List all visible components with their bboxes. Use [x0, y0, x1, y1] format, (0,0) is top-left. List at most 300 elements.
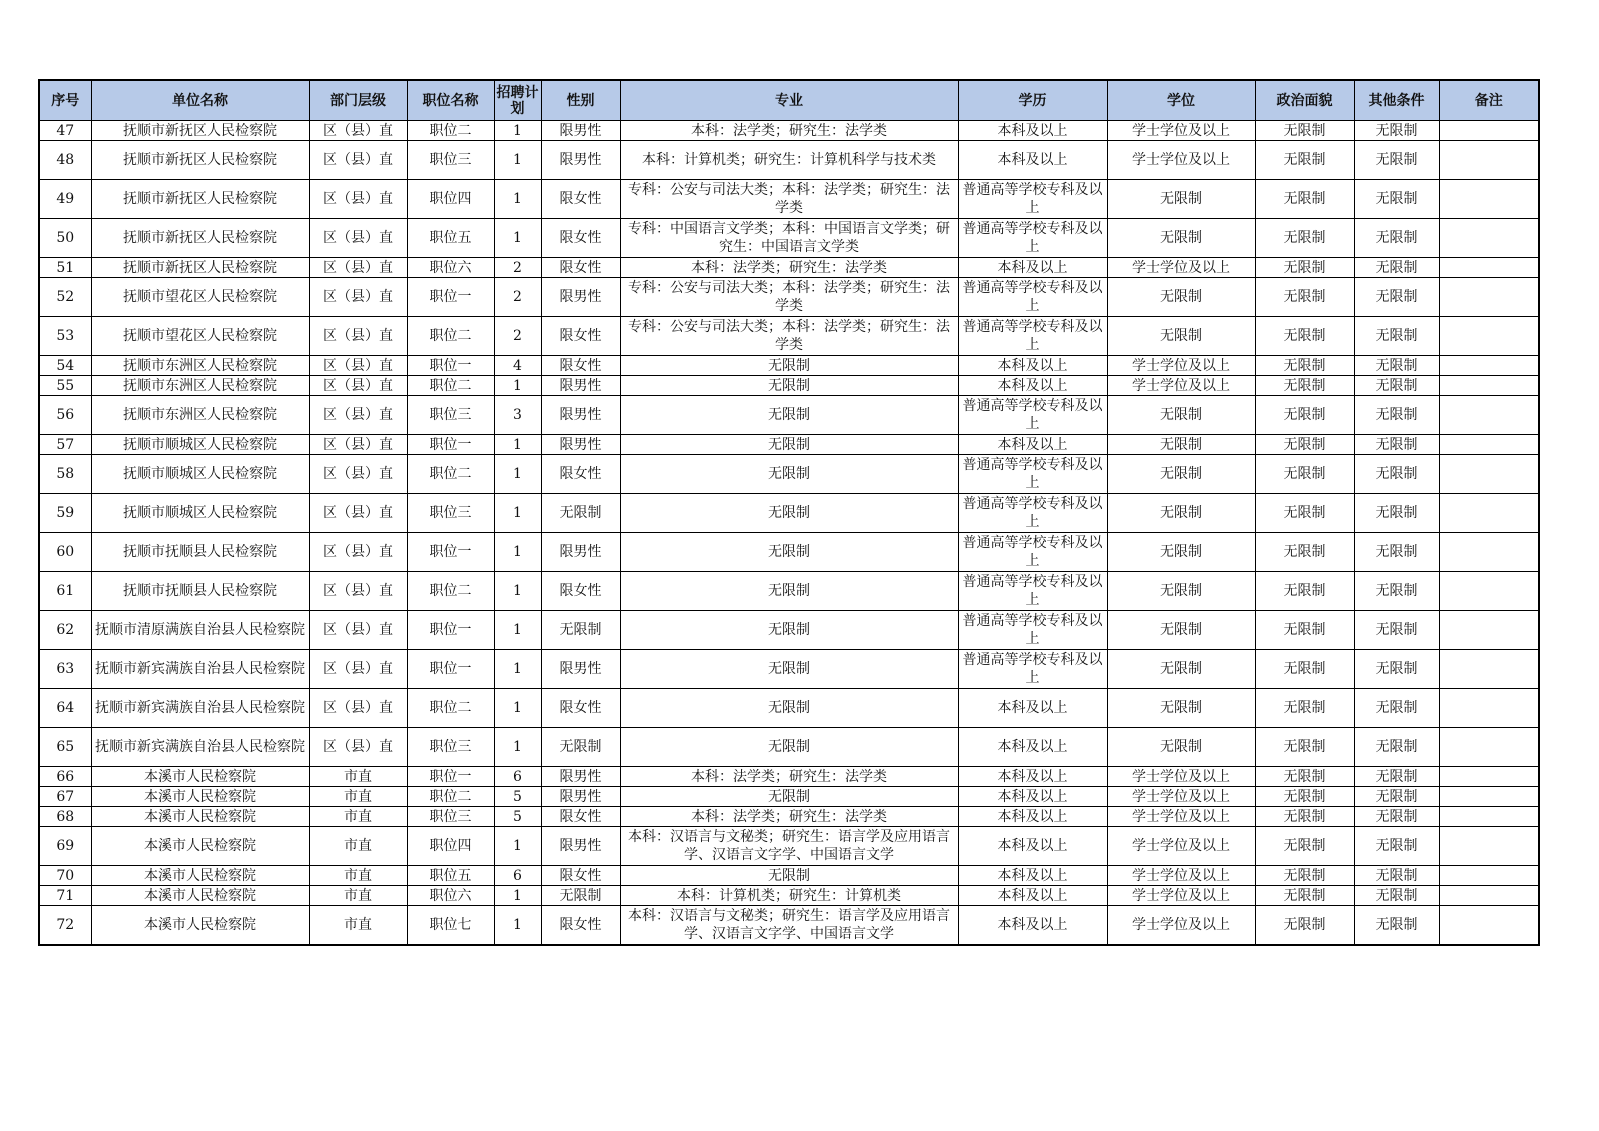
cell-seq: 70	[39, 866, 91, 886]
cell-unit: 抚顺市新抚区人民检察院	[91, 258, 309, 278]
cell-major: 专科：中国语言文学类；本科：中国语言文学类；研究生：中国语言文学类	[620, 219, 958, 258]
cell-unit: 本溪市人民检察院	[91, 807, 309, 827]
cell-gender: 限女性	[541, 572, 620, 611]
cell-education: 本科及以上	[958, 866, 1107, 886]
cell-seq: 62	[39, 611, 91, 650]
table-row	[39, 121, 1539, 141]
cell-seq: 47	[39, 121, 91, 141]
cell-degree: 学士学位及以上	[1107, 787, 1255, 807]
header-level: 部门层级	[309, 80, 407, 121]
cell-note	[1439, 278, 1539, 317]
cell-note	[1439, 611, 1539, 650]
cell-level: 市直	[309, 767, 407, 787]
cell-unit: 抚顺市东洲区人民检察院	[91, 376, 309, 396]
cell-position: 职位二	[407, 455, 494, 494]
cell-note	[1439, 767, 1539, 787]
cell-major: 无限制	[620, 494, 958, 533]
cell-politics: 无限制	[1255, 886, 1354, 906]
cell-level: 市直	[309, 906, 407, 946]
cell-level: 市直	[309, 807, 407, 827]
cell-plan: 2	[494, 317, 541, 356]
header-position: 职位名称	[407, 80, 494, 121]
cell-politics: 无限制	[1255, 906, 1354, 946]
cell-education: 本科及以上	[958, 689, 1107, 728]
cell-seq: 58	[39, 455, 91, 494]
cell-position: 职位一	[407, 650, 494, 689]
cell-unit: 本溪市人民检察院	[91, 787, 309, 807]
cell-unit: 抚顺市新抚区人民检察院	[91, 219, 309, 258]
cell-plan: 1	[494, 572, 541, 611]
cell-unit: 抚顺市新抚区人民检察院	[91, 141, 309, 180]
table-row	[39, 906, 1539, 946]
cell-unit: 抚顺市抚顺县人民检察院	[91, 572, 309, 611]
cell-position: 职位二	[407, 121, 494, 141]
cell-degree: 无限制	[1107, 689, 1255, 728]
cell-education: 本科及以上	[958, 827, 1107, 866]
cell-position: 职位六	[407, 258, 494, 278]
cell-politics: 无限制	[1255, 121, 1354, 141]
cell-level: 区（县）直	[309, 650, 407, 689]
cell-gender: 限女性	[541, 807, 620, 827]
cell-politics: 无限制	[1255, 650, 1354, 689]
cell-major: 无限制	[620, 376, 958, 396]
cell-level: 区（县）直	[309, 258, 407, 278]
cell-politics: 无限制	[1255, 767, 1354, 787]
cell-seq: 56	[39, 396, 91, 435]
cell-education: 本科及以上	[958, 787, 1107, 807]
cell-other: 无限制	[1354, 827, 1439, 866]
cell-politics: 无限制	[1255, 494, 1354, 533]
cell-plan: 2	[494, 258, 541, 278]
table-row	[39, 866, 1539, 886]
cell-seq: 54	[39, 356, 91, 376]
cell-seq: 48	[39, 141, 91, 180]
cell-level: 区（县）直	[309, 180, 407, 219]
cell-level: 市直	[309, 787, 407, 807]
cell-level: 区（县）直	[309, 121, 407, 141]
cell-level: 区（县）直	[309, 376, 407, 396]
cell-plan: 1	[494, 689, 541, 728]
cell-other: 无限制	[1354, 258, 1439, 278]
cell-major: 专科：公安与司法大类；本科：法学类；研究生：法学类	[620, 278, 958, 317]
cell-other: 无限制	[1354, 650, 1439, 689]
cell-degree: 无限制	[1107, 650, 1255, 689]
cell-seq: 55	[39, 376, 91, 396]
cell-gender: 限女性	[541, 219, 620, 258]
cell-position: 职位二	[407, 317, 494, 356]
cell-note	[1439, 807, 1539, 827]
cell-seq: 63	[39, 650, 91, 689]
cell-education: 普通高等学校专科及以上	[958, 317, 1107, 356]
cell-unit: 抚顺市新宾满族自治县人民检察院	[91, 650, 309, 689]
cell-plan: 5	[494, 807, 541, 827]
cell-degree: 无限制	[1107, 728, 1255, 767]
cell-politics: 无限制	[1255, 689, 1354, 728]
cell-unit: 抚顺市望花区人民检察院	[91, 317, 309, 356]
cell-unit: 抚顺市新抚区人民检察院	[91, 121, 309, 141]
cell-unit: 本溪市人民检察院	[91, 827, 309, 866]
cell-education: 本科及以上	[958, 728, 1107, 767]
cell-gender: 限女性	[541, 906, 620, 946]
cell-politics: 无限制	[1255, 278, 1354, 317]
cell-other: 无限制	[1354, 180, 1439, 219]
cell-position: 职位五	[407, 866, 494, 886]
cell-degree: 学士学位及以上	[1107, 141, 1255, 180]
cell-gender: 限女性	[541, 356, 620, 376]
cell-unit: 抚顺市抚顺县人民检察院	[91, 533, 309, 572]
header-seq: 序号	[39, 80, 91, 121]
cell-education: 普通高等学校专科及以上	[958, 611, 1107, 650]
cell-education: 普通高等学校专科及以上	[958, 533, 1107, 572]
cell-gender: 限男性	[541, 650, 620, 689]
cell-gender: 限男性	[541, 767, 620, 787]
table-row	[39, 317, 1539, 356]
cell-note	[1439, 886, 1539, 906]
cell-plan: 1	[494, 906, 541, 946]
cell-plan: 5	[494, 787, 541, 807]
cell-note	[1439, 258, 1539, 278]
cell-degree: 无限制	[1107, 533, 1255, 572]
cell-education: 本科及以上	[958, 258, 1107, 278]
cell-politics: 无限制	[1255, 317, 1354, 356]
cell-note	[1439, 180, 1539, 219]
cell-politics: 无限制	[1255, 866, 1354, 886]
cell-major: 本科：汉语言与文秘类；研究生：语言学及应用语言学、汉语言文字学、中国语言文学	[620, 906, 958, 946]
table-row	[39, 886, 1539, 906]
cell-position: 职位一	[407, 533, 494, 572]
cell-major: 无限制	[620, 787, 958, 807]
cell-major: 无限制	[620, 435, 958, 455]
header-politics: 政治面貌	[1255, 80, 1354, 121]
cell-degree: 无限制	[1107, 219, 1255, 258]
cell-degree: 学士学位及以上	[1107, 258, 1255, 278]
cell-gender: 限男性	[541, 827, 620, 866]
cell-unit: 本溪市人民检察院	[91, 886, 309, 906]
cell-other: 无限制	[1354, 906, 1439, 946]
cell-other: 无限制	[1354, 886, 1439, 906]
cell-note	[1439, 533, 1539, 572]
cell-education: 本科及以上	[958, 886, 1107, 906]
cell-major: 无限制	[620, 396, 958, 435]
table-row	[39, 728, 1539, 767]
cell-seq: 69	[39, 827, 91, 866]
header-gender: 性别	[541, 80, 620, 121]
cell-politics: 无限制	[1255, 219, 1354, 258]
cell-other: 无限制	[1354, 807, 1439, 827]
cell-politics: 无限制	[1255, 376, 1354, 396]
recruitment-table	[38, 79, 1540, 946]
cell-position: 职位四	[407, 827, 494, 866]
cell-plan: 3	[494, 396, 541, 435]
cell-major: 本科：计算机类；研究生：计算机科学与技术类	[620, 141, 958, 180]
cell-unit: 抚顺市顺城区人民检察院	[91, 435, 309, 455]
cell-education: 普通高等学校专科及以上	[958, 396, 1107, 435]
cell-gender: 限女性	[541, 258, 620, 278]
cell-gender: 限男性	[541, 435, 620, 455]
cell-plan: 1	[494, 886, 541, 906]
cell-other: 无限制	[1354, 767, 1439, 787]
cell-gender: 限男性	[541, 376, 620, 396]
cell-plan: 1	[494, 533, 541, 572]
cell-degree: 学士学位及以上	[1107, 886, 1255, 906]
cell-other: 无限制	[1354, 455, 1439, 494]
cell-plan: 1	[494, 141, 541, 180]
cell-level: 区（县）直	[309, 317, 407, 356]
cell-degree: 无限制	[1107, 317, 1255, 356]
cell-note	[1439, 866, 1539, 886]
table-row	[39, 494, 1539, 533]
cell-education: 本科及以上	[958, 807, 1107, 827]
cell-major: 无限制	[620, 533, 958, 572]
cell-seq: 60	[39, 533, 91, 572]
cell-level: 区（县）直	[309, 219, 407, 258]
cell-gender: 无限制	[541, 728, 620, 767]
cell-note	[1439, 906, 1539, 946]
cell-degree: 学士学位及以上	[1107, 827, 1255, 866]
cell-position: 职位三	[407, 728, 494, 767]
cell-seq: 50	[39, 219, 91, 258]
cell-other: 无限制	[1354, 533, 1439, 572]
cell-level: 区（县）直	[309, 494, 407, 533]
cell-education: 普通高等学校专科及以上	[958, 219, 1107, 258]
cell-plan: 1	[494, 376, 541, 396]
cell-plan: 1	[494, 650, 541, 689]
cell-major: 专科：公安与司法大类；本科：法学类；研究生：法学类	[620, 317, 958, 356]
cell-seq: 72	[39, 906, 91, 946]
cell-plan: 4	[494, 356, 541, 376]
cell-major: 专科：公安与司法大类；本科：法学类；研究生：法学类	[620, 180, 958, 219]
header-degree: 学位	[1107, 80, 1255, 121]
cell-plan: 1	[494, 121, 541, 141]
cell-degree: 学士学位及以上	[1107, 767, 1255, 787]
cell-education: 普通高等学校专科及以上	[958, 650, 1107, 689]
cell-politics: 无限制	[1255, 356, 1354, 376]
cell-level: 区（县）直	[309, 356, 407, 376]
cell-degree: 学士学位及以上	[1107, 906, 1255, 946]
cell-unit: 抚顺市望花区人民检察院	[91, 278, 309, 317]
cell-plan: 6	[494, 866, 541, 886]
cell-education: 本科及以上	[958, 376, 1107, 396]
header-note: 备注	[1439, 80, 1539, 121]
cell-education: 普通高等学校专科及以上	[958, 494, 1107, 533]
cell-position: 职位三	[407, 141, 494, 180]
cell-plan: 2	[494, 278, 541, 317]
cell-education: 普通高等学校专科及以上	[958, 278, 1107, 317]
cell-degree: 无限制	[1107, 572, 1255, 611]
cell-other: 无限制	[1354, 866, 1439, 886]
cell-seq: 52	[39, 278, 91, 317]
table-row	[39, 396, 1539, 435]
cell-note	[1439, 317, 1539, 356]
cell-position: 职位一	[407, 435, 494, 455]
cell-major: 无限制	[620, 611, 958, 650]
cell-major: 无限制	[620, 572, 958, 611]
cell-major: 无限制	[620, 356, 958, 376]
cell-politics: 无限制	[1255, 533, 1354, 572]
cell-degree: 无限制	[1107, 494, 1255, 533]
cell-seq: 67	[39, 787, 91, 807]
cell-politics: 无限制	[1255, 435, 1354, 455]
cell-level: 区（县）直	[309, 396, 407, 435]
cell-level: 市直	[309, 827, 407, 866]
cell-degree: 无限制	[1107, 455, 1255, 494]
cell-seq: 71	[39, 886, 91, 906]
cell-unit: 抚顺市新抚区人民检察院	[91, 180, 309, 219]
cell-plan: 1	[494, 611, 541, 650]
cell-politics: 无限制	[1255, 396, 1354, 435]
cell-plan: 1	[494, 455, 541, 494]
cell-position: 职位三	[407, 396, 494, 435]
cell-note	[1439, 650, 1539, 689]
cell-other: 无限制	[1354, 121, 1439, 141]
cell-unit: 抚顺市新宾满族自治县人民检察院	[91, 689, 309, 728]
header-plan: 招聘计划	[494, 80, 541, 121]
table-row	[39, 141, 1539, 180]
cell-major: 无限制	[620, 866, 958, 886]
cell-politics: 无限制	[1255, 728, 1354, 767]
cell-position: 职位二	[407, 689, 494, 728]
cell-gender: 无限制	[541, 494, 620, 533]
table-row	[39, 376, 1539, 396]
cell-seq: 53	[39, 317, 91, 356]
cell-level: 区（县）直	[309, 689, 407, 728]
cell-level: 区（县）直	[309, 435, 407, 455]
cell-level: 区（县）直	[309, 728, 407, 767]
table-row	[39, 533, 1539, 572]
cell-seq: 61	[39, 572, 91, 611]
cell-education: 本科及以上	[958, 356, 1107, 376]
cell-plan: 1	[494, 435, 541, 455]
cell-position: 职位一	[407, 767, 494, 787]
cell-note	[1439, 787, 1539, 807]
cell-seq: 59	[39, 494, 91, 533]
cell-major: 本科：法学类；研究生：法学类	[620, 767, 958, 787]
header-major: 专业	[620, 80, 958, 121]
cell-gender: 限男性	[541, 278, 620, 317]
cell-position: 职位一	[407, 278, 494, 317]
cell-note	[1439, 219, 1539, 258]
cell-note	[1439, 121, 1539, 141]
cell-gender: 限男性	[541, 787, 620, 807]
cell-other: 无限制	[1354, 728, 1439, 767]
cell-position: 职位三	[407, 494, 494, 533]
cell-note	[1439, 827, 1539, 866]
cell-gender: 限女性	[541, 866, 620, 886]
cell-unit: 抚顺市东洲区人民检察院	[91, 356, 309, 376]
cell-position: 职位五	[407, 219, 494, 258]
cell-unit: 本溪市人民检察院	[91, 866, 309, 886]
cell-unit: 本溪市人民检察院	[91, 906, 309, 946]
cell-level: 市直	[309, 866, 407, 886]
cell-degree: 学士学位及以上	[1107, 376, 1255, 396]
cell-gender: 限女性	[541, 317, 620, 356]
cell-position: 职位一	[407, 611, 494, 650]
cell-major: 本科：计算机类；研究生：计算机类	[620, 886, 958, 906]
cell-politics: 无限制	[1255, 141, 1354, 180]
cell-politics: 无限制	[1255, 455, 1354, 494]
cell-level: 区（县）直	[309, 611, 407, 650]
cell-position: 职位三	[407, 807, 494, 827]
cell-seq: 57	[39, 435, 91, 455]
cell-education: 本科及以上	[958, 435, 1107, 455]
cell-note	[1439, 572, 1539, 611]
cell-politics: 无限制	[1255, 787, 1354, 807]
table-row	[39, 572, 1539, 611]
cell-education: 本科及以上	[958, 906, 1107, 946]
cell-gender: 限女性	[541, 455, 620, 494]
cell-note	[1439, 455, 1539, 494]
cell-unit: 抚顺市东洲区人民检察院	[91, 396, 309, 435]
table-row	[39, 827, 1539, 866]
cell-politics: 无限制	[1255, 572, 1354, 611]
cell-other: 无限制	[1354, 219, 1439, 258]
header-education: 学历	[958, 80, 1107, 121]
cell-other: 无限制	[1354, 278, 1439, 317]
cell-seq: 64	[39, 689, 91, 728]
cell-gender: 限女性	[541, 689, 620, 728]
cell-politics: 无限制	[1255, 827, 1354, 866]
cell-seq: 49	[39, 180, 91, 219]
cell-major: 无限制	[620, 455, 958, 494]
cell-major: 本科：汉语言与文秘类；研究生：语言学及应用语言学、汉语言文字学、中国语言文学	[620, 827, 958, 866]
table-row	[39, 356, 1539, 376]
cell-plan: 1	[494, 180, 541, 219]
table-row	[39, 650, 1539, 689]
header-other: 其他条件	[1354, 80, 1439, 121]
cell-note	[1439, 396, 1539, 435]
cell-position: 职位二	[407, 376, 494, 396]
table-row	[39, 180, 1539, 219]
cell-level: 区（县）直	[309, 533, 407, 572]
cell-note	[1439, 376, 1539, 396]
cell-politics: 无限制	[1255, 258, 1354, 278]
cell-unit: 本溪市人民检察院	[91, 767, 309, 787]
cell-major: 本科：法学类；研究生：法学类	[620, 121, 958, 141]
cell-other: 无限制	[1354, 435, 1439, 455]
table-row	[39, 455, 1539, 494]
cell-major: 无限制	[620, 650, 958, 689]
cell-note	[1439, 356, 1539, 376]
cell-degree: 无限制	[1107, 611, 1255, 650]
cell-education: 本科及以上	[958, 767, 1107, 787]
table-row	[39, 435, 1539, 455]
cell-degree: 学士学位及以上	[1107, 121, 1255, 141]
table-row	[39, 787, 1539, 807]
cell-plan: 1	[494, 728, 541, 767]
cell-education: 普通高等学校专科及以上	[958, 180, 1107, 219]
cell-education: 本科及以上	[958, 121, 1107, 141]
cell-seq: 68	[39, 807, 91, 827]
cell-position: 职位二	[407, 572, 494, 611]
cell-other: 无限制	[1354, 396, 1439, 435]
cell-gender: 限男性	[541, 141, 620, 180]
table-row	[39, 807, 1539, 827]
cell-other: 无限制	[1354, 494, 1439, 533]
cell-seq: 66	[39, 767, 91, 787]
cell-gender: 限男性	[541, 121, 620, 141]
cell-degree: 无限制	[1107, 435, 1255, 455]
cell-position: 职位七	[407, 906, 494, 946]
cell-other: 无限制	[1354, 141, 1439, 180]
table-row	[39, 219, 1539, 258]
cell-degree: 学士学位及以上	[1107, 866, 1255, 886]
cell-education: 普通高等学校专科及以上	[958, 572, 1107, 611]
cell-education: 本科及以上	[958, 141, 1107, 180]
cell-note	[1439, 435, 1539, 455]
cell-note	[1439, 494, 1539, 533]
cell-gender: 限女性	[541, 180, 620, 219]
cell-gender: 无限制	[541, 886, 620, 906]
